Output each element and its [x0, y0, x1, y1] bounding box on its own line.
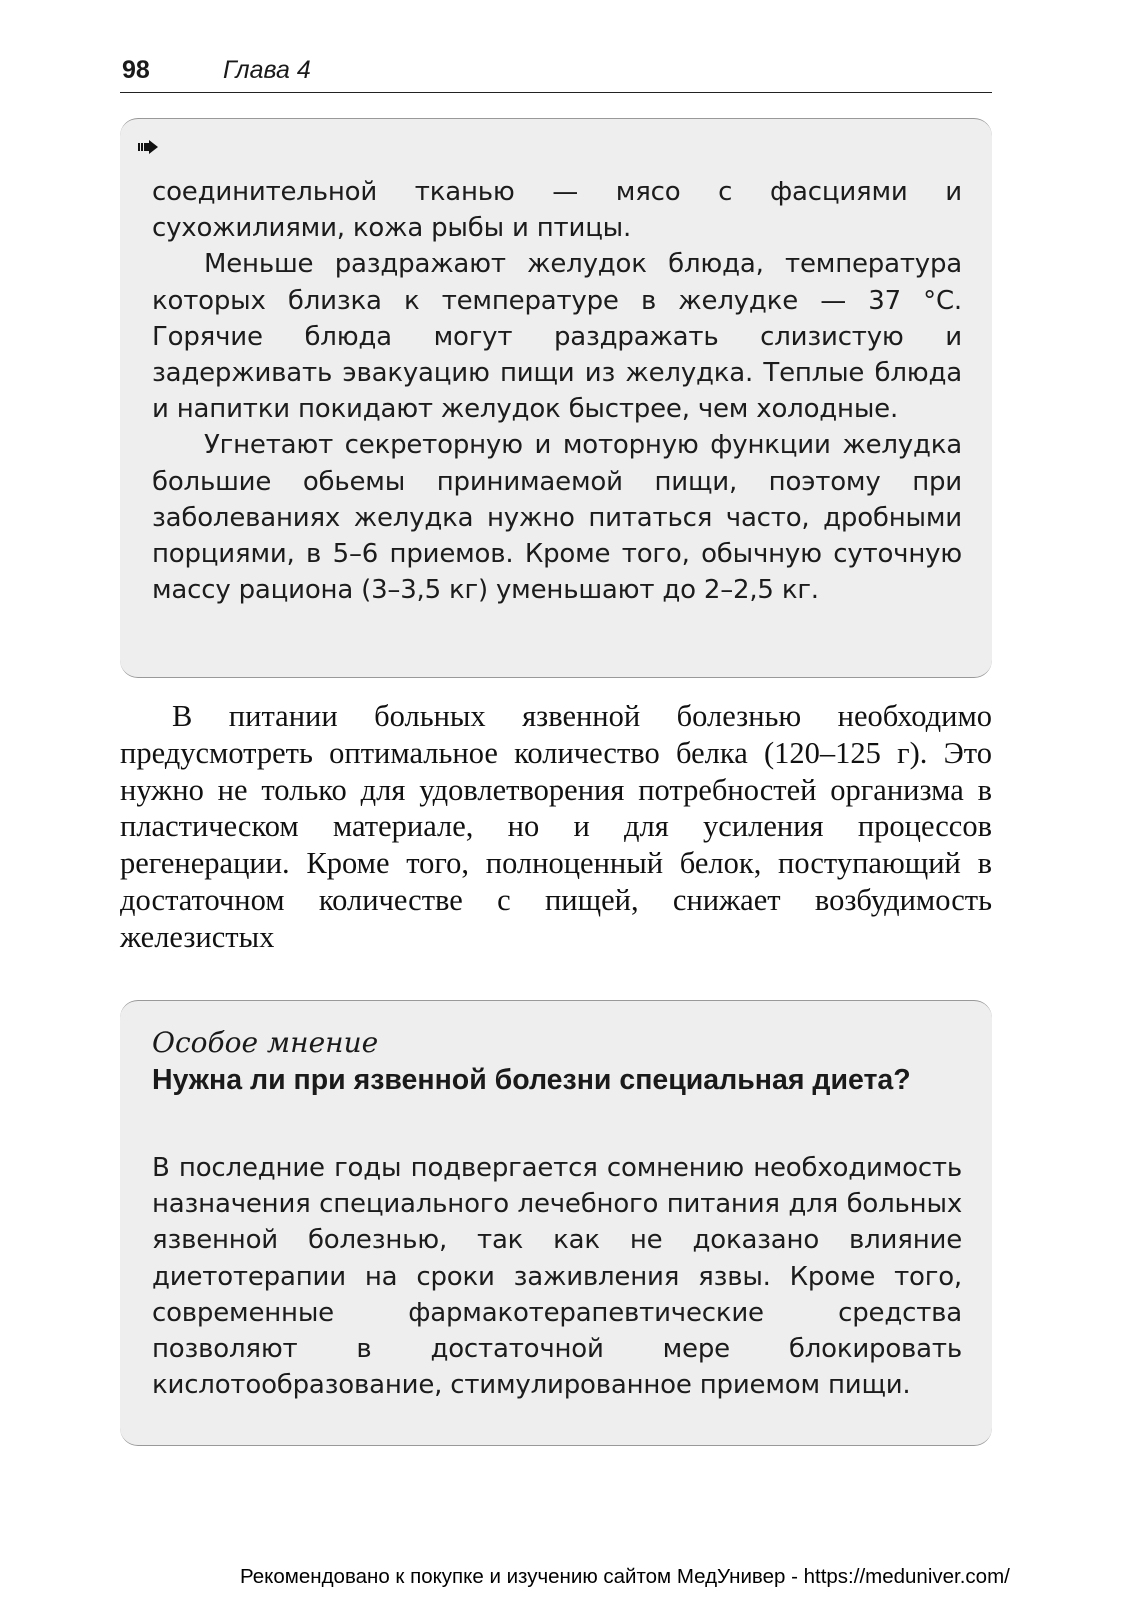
arrow-right-icon — [138, 140, 158, 154]
special-opinion-title: Нужна ли при язвенной болезни специальная диета? — [152, 1064, 911, 1096]
info-paragraph: Угнетают секреторную и моторную функции желудка большие обьемы принимаемой пищи, поэтому при заболеваниях желудка нужно питаться часто, дробными порциями, в 5–6 приемов. Кроме того, обычную суточную массу рациона (3–3,5 кг) уменьшают до 2–2,5 кг. — [152, 430, 962, 606]
info-box-text — [152, 174, 962, 608]
page-number: 98 — [122, 56, 150, 84]
body-paragraph: В питании больных язвенной болезнью необходимо предусмотреть оптимальное количество белка (120–125 г). Это нужно не только для удовлетворения потребностей организма в пластическом материале, но и для усиления процессов регенерации. Кроме того, полноценный белок, поступающий в достаточном количестве с пищей, снижает возбудимость железистых — [120, 699, 992, 954]
opinion-paragraph: В последние годы подвергается сомнению необходимость назначения специального лечебного питания для больных язвенной болезнью, так как не доказано влияние диетотерапии на сроки заживления язвы. Кроме того, современные фармакотерапевтические средства позволяют в достаточной мере блокировать кислотообразование, стимулированное приемом пищи. — [152, 1153, 962, 1401]
special-opinion-label: Особое мнение — [152, 1026, 379, 1059]
special-opinion-text — [152, 1150, 962, 1403]
page-header — [120, 52, 992, 93]
chapter-title: Глава 4 — [223, 56, 311, 84]
info-paragraph: соединительной тканью — мясо с фасциями и сухожилиями, кожа рыбы и птицы. — [152, 177, 962, 244]
footer-note: Рекомендовано к покупке и изучению сайтом МедУнивер - https://meduniver.com/ — [240, 1565, 1010, 1588]
main-body-text — [120, 698, 992, 956]
info-paragraph: Меньше раздражают желудок блюда, температура которых близка к температуре в желудке — 37 °С. Горячие блюда могут раздражать слизистую и задерживать эвакуацию пищи из желудка. Теплые блюда и напитки покидают желудок быстрее, чем холодные. — [152, 249, 962, 425]
